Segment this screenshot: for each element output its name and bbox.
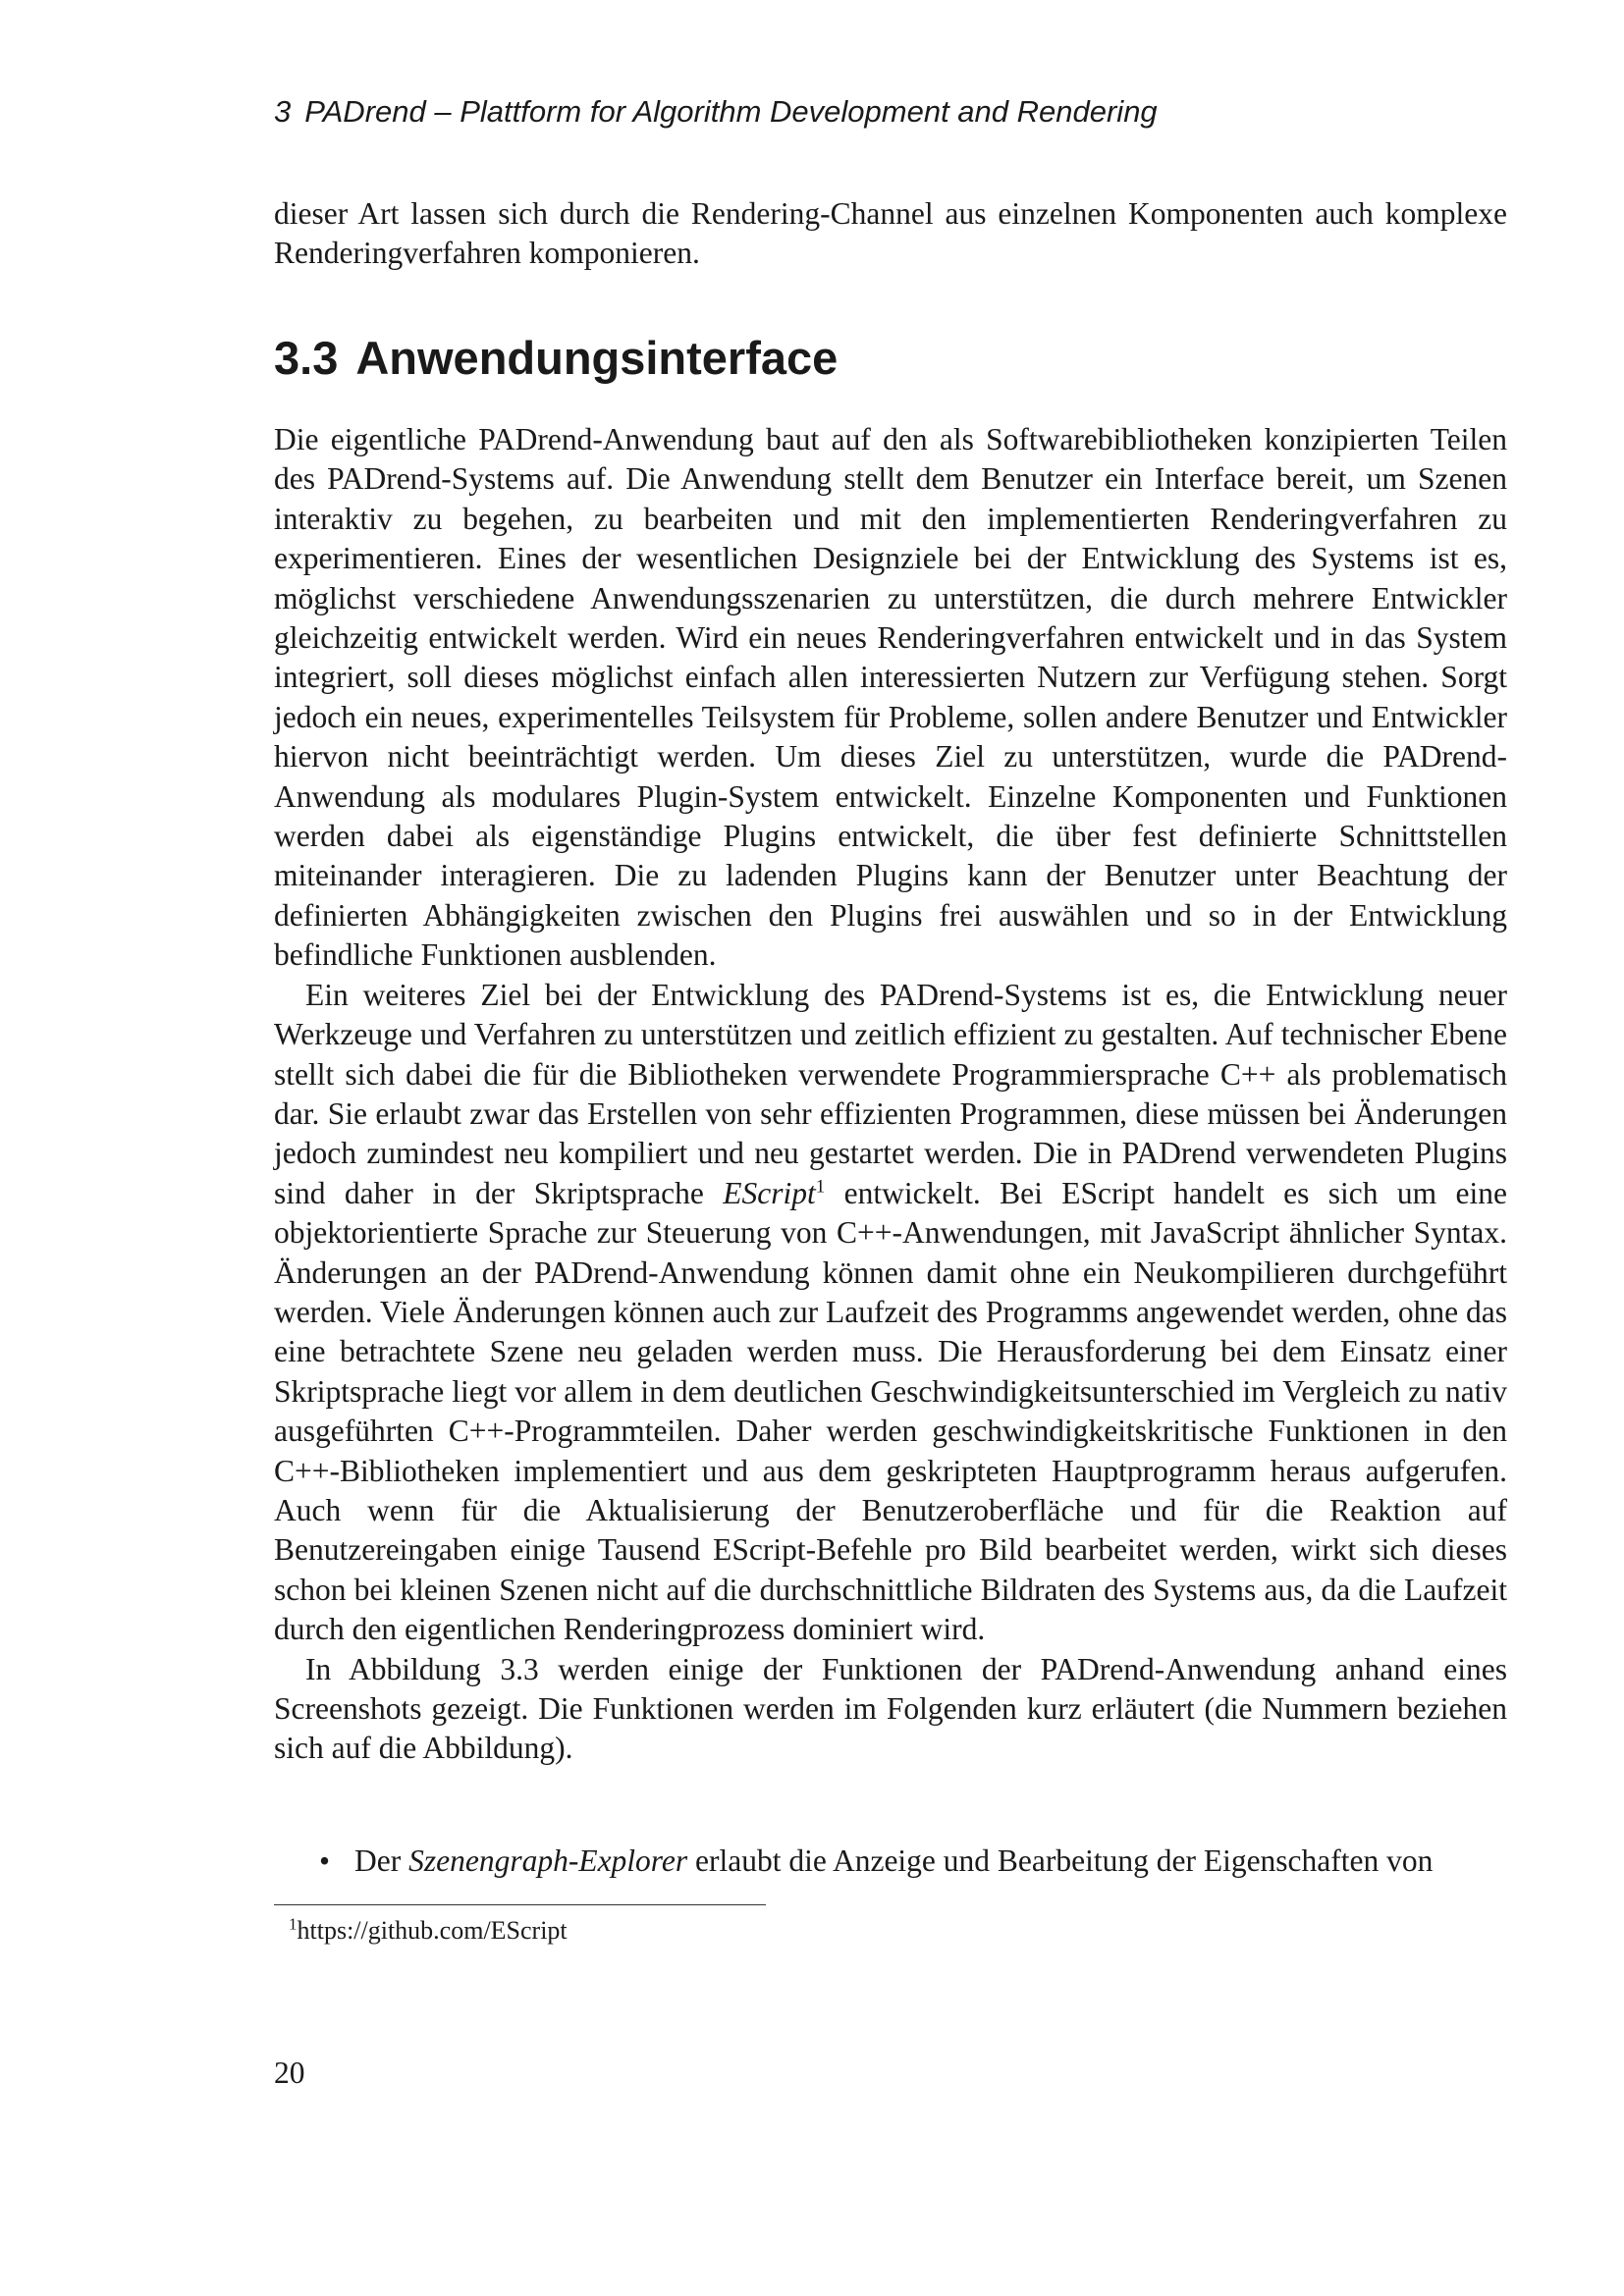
section-body xyxy=(274,420,1507,1769)
footnote-link[interactable]: https://github.com/EScript xyxy=(297,1916,568,1945)
list-item-prefix: Der xyxy=(354,1843,409,1878)
bullet-icon: • xyxy=(319,1843,331,1878)
list-item xyxy=(274,1842,1507,1881)
section-title: Anwendungsinterface xyxy=(355,332,839,384)
footnote-reference: 1 xyxy=(815,1176,826,1198)
section-heading xyxy=(274,331,838,386)
document-page xyxy=(274,0,1507,2296)
page-number: 20 xyxy=(274,2056,305,2090)
intro-paragraph: dieser Art lassen sich durch die Rendering-Channel aus einzelnen Komponenten auch komplexe Renderingverfahren komponieren. xyxy=(274,196,1507,271)
section-number: 3.3 xyxy=(274,332,339,384)
footnote xyxy=(289,1914,568,1948)
list-item-text: erlaubt die Anzeige und Bearbeitung der Eigenschaften von xyxy=(687,1843,1434,1878)
escript-term: EScript xyxy=(723,1175,816,1210)
footnote-divider xyxy=(274,1904,766,1905)
paragraph-2-text-end: entwickelt. Bei EScript handelt es sich um eine objektorientierte Sprache zur Steuerung von C++-Anwendungen, mit JavaScript ähnlicher Syntax. Änderungen an der PADrend-Anwendung können damit ohne ein Neukompilieren durchgeführt werden. Viele Änderungen können auch zur Laufzeit des Programms angewendet werden, ohne das eine betrachtete Szene neu geladen werden muss. Die Herausforderung bei dem Einsatz einer Skriptsprache liegt vor allem in dem deutlichen Geschwindigkeitsunterschied im Vergleich zu nativ ausgeführten C++-Programmteilen. Daher werden geschwindigkeitskritische Funktionen in den C++-Bibliotheken implementiert und aus dem geskripteten Hauptprogramm heraus aufgerufen. Auch wenn für die Aktualisierung der Benutzeroberfläche und für die Reaktion auf Benutzereingaben einige Tausend EScript-Befehle pro Bild bearbeitet werden, wirkt sich dieses schon bei kleinen Szenen nicht auf die durchschnittliche Bildraten des Systems aus, da die Laufzeit durch den eigentlichen Renderingprozess dominiert wird. xyxy=(274,1175,1508,1647)
feature-list xyxy=(274,1842,1507,1881)
body-paragraph-1: Die eigentliche PADrend-Anwendung baut auf den als Softwarebibliotheken konzipierten Teilen des PADrend-Systems auf. Die Anwendung stellt dem Benutzer ein Interface bereit, um Szenen interaktiv zu begehen, zu bearbeiten und mit den implementierten Renderingverfahren zu experimentieren. Eines der wesentlichen Designziele bei der Entwicklung des Systems ist es, möglichst verschiedene Anwendungsszenarien zu unterstützen, die durch mehrere Entwickler gleichzeitig entwickelt werden. Wird ein neues Renderingverfahren entwickelt und in das System integriert, soll dieses möglichst einfach allen interessierten Nutzern zur Verfügung stehen. Sorgt jedoch ein neues, experimentelles Teilsystem für Probleme, sollen andere Benutzer und Entwickler hiervon nicht beeinträchtigt werden. Um dieses Ziel zu unterstützen, wurde die PADrend-Anwendung als modulares Plugin-System entwickelt. Einzelne Komponenten und Funktionen werden dabei als eigenständige Plugins entwickelt, die über fest definierte Schnittstellen miteinander interagieren. Die zu ladenden Plugins kann der Benutzer unter Beachtung der definierten Abhängigkeiten zwischen den Plugins frei auswählen und so in der Entwicklung befindliche Funktionen ausblenden. xyxy=(274,422,1507,973)
list-item-term: Szenengraph-Explorer xyxy=(408,1843,688,1878)
body-paragraph-3: In Abbildung 3.3 werden einige der Funktionen der PADrend-Anwendung anhand eines Screenshots gezeigt. Die Funktionen werden im Folgenden kurz erläutert (die Nummern beziehen sich auf die Abbildung). xyxy=(274,1651,1507,1766)
chapter-number: 3 xyxy=(274,94,292,129)
intro-paragraph-block xyxy=(274,194,1507,274)
footnote-mark: 1 xyxy=(289,1914,298,1934)
running-header xyxy=(274,92,1158,132)
chapter-title: PADrend – Plattform for Algorithm Development and Rendering xyxy=(304,94,1158,129)
paragraph-2-text-start: Ein weiteres Ziel bei der Entwicklung des PADrend-Systems ist es, die Entwicklung neuer Werkzeuge und Verfahren zu unterstützen und zeitlich effizient zu gestalten. Auf technischer Ebene stellt sich dabei die für die Bibliotheken verwendete Programmiersprache C++ als problematisch dar. Sie erlaubt zwar das Erstellen von sehr effizienten Programmen, diese müssen bei Änderungen jedoch zumindest neu kompiliert und neu gestartet werden. Die in PADrend verwendeten Plugins sind daher in der Skriptsprache xyxy=(274,977,1507,1210)
body-paragraph-2 xyxy=(274,976,1507,1650)
